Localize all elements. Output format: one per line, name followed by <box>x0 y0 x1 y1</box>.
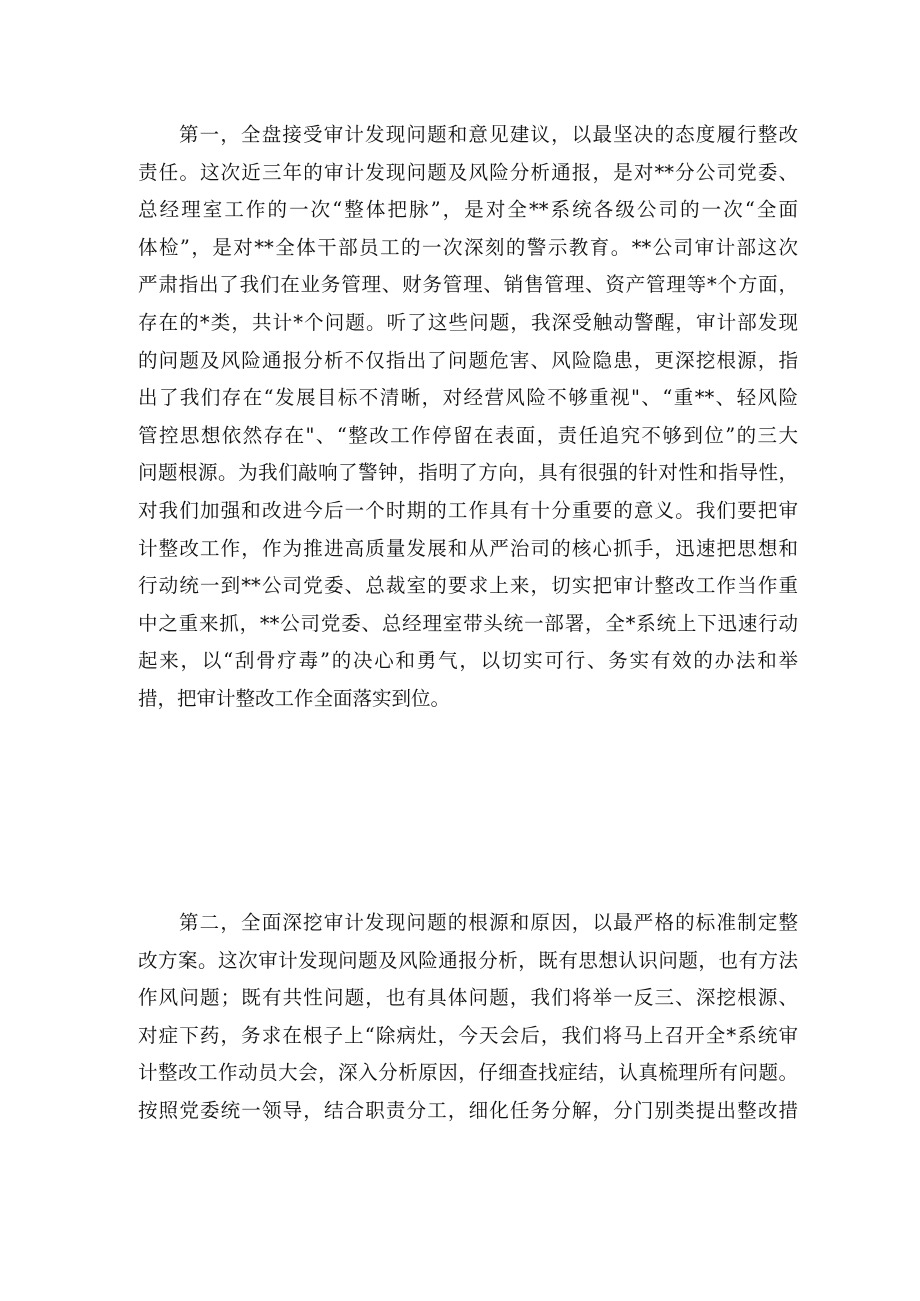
paragraph-line: 按照党委统一领导，结合职责分工，细化任务分解，分门别类提出整改措 <box>138 1098 798 1122</box>
paragraph-line: 存在的*类，共计*个问题。听了这些问题，我深受触动警醒，审计部发现 <box>138 310 798 334</box>
paragraph-line: 计整改工作，作为推进高质量发展和从严治司的核心抓手，迅速把思想和 <box>138 536 798 560</box>
paragraph-line: 对症下药，务求在根子上“除病灶，今天会后，我们将马上召开全*系统审 <box>138 1023 798 1047</box>
paragraph-line: 第一，全盘接受审计发现问题和意见建议，以最坚决的态度履行整改 <box>179 123 798 146</box>
paragraph-line: 体检”，是对**全体干部员工的一次深刻的警示教育。**公司审计部这次 <box>138 235 798 259</box>
paragraph-line: 总经理室工作的一次“整体把脉”，是对全**系统各级公司的一次“全面 <box>138 198 798 222</box>
paragraph-line: 改方案。这次审计发现问题及风险通报分析，既有思想认识问题，也有方法 <box>138 948 798 972</box>
paragraph-line: 管控思想依然存在"、“整改工作停留在表面，责任追究不够到位”的三大 <box>138 423 798 447</box>
paragraph-line: 措，把审计整改工作全面落实到位。 <box>138 686 451 710</box>
paragraph-2 <box>138 904 798 1130</box>
paragraph-line: 责任。这次近三年的审计发现问题及风险分析通报，是对**分公司党委、 <box>138 160 798 184</box>
paragraph-line: 的问题及风险通报分析不仅指出了问题危害、风险隐患，更深挖根源，指 <box>138 348 798 372</box>
paragraph-line: 计整改工作动员大会，深入分析原因，仔细查找症结，认真梳理所有问题。 <box>138 1061 798 1085</box>
paragraph-line: 对我们加强和改进今后一个时期的工作具有十分重要的意义。我们要把审 <box>138 498 798 522</box>
paragraph-line: 中之重来抓，**公司党委、总经理室带头统一部署，全*系统上下迅速行动 <box>138 611 798 635</box>
paragraph-line: 作风问题；既有共性问题，也有具体问题，我们将举一反三、深挖根源、 <box>138 986 798 1010</box>
paragraph-line: 第二，全面深挖审计发现问题的根源和原因，以最严格的标准制定整 <box>179 911 798 934</box>
paragraph-line: 起来，以“刮骨疗毒”的决心和勇气，以切实可行、务实有效的办法和举 <box>138 649 798 673</box>
paragraph-line: 出了我们存在“发展目标不清晰，对经营风险不够重视"、“重**、轻风险 <box>138 386 798 410</box>
paragraph-line: 行动统一到**公司党委、总裁室的要求上来，切实把审计整改工作当作重 <box>138 574 798 598</box>
paragraph-line: 严肃指出了我们在业务管理、财务管理、销售管理、资产管理等*个方面， <box>138 273 798 297</box>
paragraph-line: 问题根源。为我们敲响了警钟，指明了方向，具有很强的针对性和指导性， <box>138 461 798 485</box>
paragraph-1 <box>138 116 798 718</box>
